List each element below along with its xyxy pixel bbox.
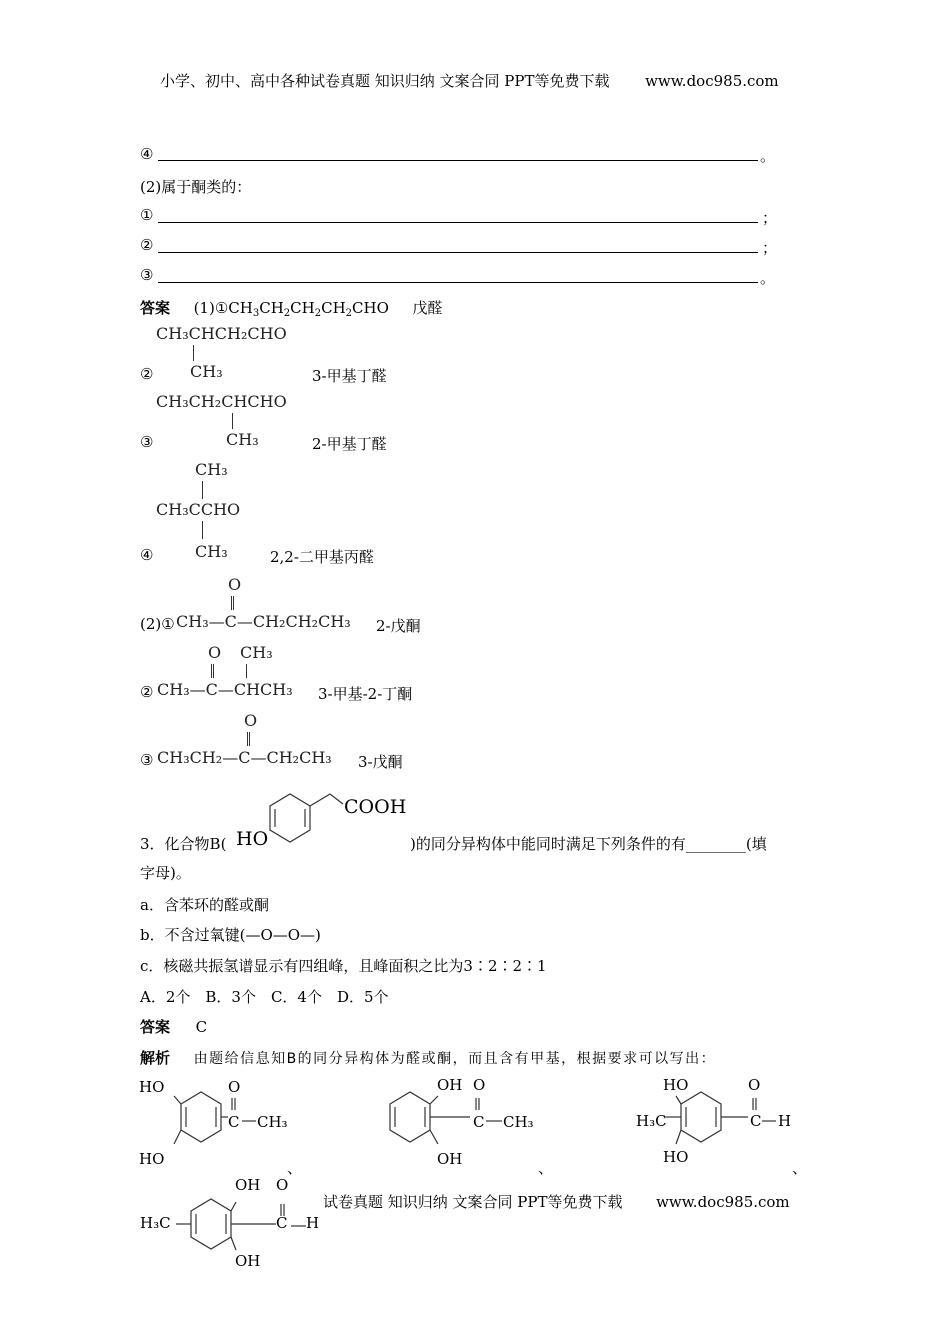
s2-oh-top: OH xyxy=(437,1076,463,1094)
answer1-formula: $(1)①CH_3CH_2CH_2CH_2CHO$ xyxy=(193,299,389,319)
s3-ho-top: HO xyxy=(663,1076,689,1094)
analysis-label: 解析 xyxy=(140,1049,171,1067)
sep-3: 、 xyxy=(792,1159,808,1177)
k2-oxygen: O xyxy=(208,643,222,662)
a4-bond-up xyxy=(202,481,203,499)
q3-suffix2: 字母)。 xyxy=(140,864,191,882)
q3-option-b: b．不含过氧键(—O—O—) xyxy=(140,926,321,944)
k3-oxygen: O xyxy=(244,711,258,730)
s4-r: H xyxy=(306,1214,320,1232)
analysis-text: 由题给信息知B的同分异构体为醛或酮，而且含有甲基，根据要求可以写出： xyxy=(193,1051,717,1067)
a2-name: 3-甲基丁醛 xyxy=(312,367,387,385)
a4-mid: CH₃CCHO xyxy=(156,500,241,519)
answer3-value: C xyxy=(195,1018,208,1036)
blank-line-k3: ③ xyxy=(140,266,154,284)
a2-num: ② xyxy=(140,365,154,383)
side-chain-bond xyxy=(310,794,330,806)
q3-option-c: c．核磁共振氢谱显示有四组峰，且峰面积之比为3∶2∶2∶1 xyxy=(140,957,547,975)
analysis-line xyxy=(140,1047,716,1068)
s2-r: CH₃ xyxy=(503,1113,534,1131)
s1-r: CH₃ xyxy=(257,1113,288,1131)
benzene-ring xyxy=(270,794,310,842)
a4-down: CH₃ xyxy=(195,542,228,561)
k1-num: (2)① xyxy=(140,615,175,633)
ketone-title: (2)属于酮类的： xyxy=(140,178,252,196)
blank-underline-k3 xyxy=(158,282,758,283)
a3-branch: CH₃ xyxy=(226,430,259,449)
a4-num: ④ xyxy=(140,546,154,564)
q3-choices: A．2个 B．3个 C．4个 D．5个 xyxy=(140,988,389,1006)
sep-2: 、 xyxy=(538,1159,554,1177)
compound-b-cooh: COOH xyxy=(344,796,407,818)
blank-end-k1: ； xyxy=(762,209,778,227)
k3-formula: CH₃CH₂—C—CH₂CH₃ xyxy=(157,748,332,767)
k2-double-bond xyxy=(211,664,214,678)
k3-num: ③ xyxy=(140,751,154,769)
side-chain-bond xyxy=(330,794,343,804)
s1-ho-bot: HO xyxy=(139,1150,165,1168)
sep-1: 、 xyxy=(287,1159,303,1177)
k2-formula: CH₃—C—CHCH₃ xyxy=(157,680,293,699)
k1-oxygen: O xyxy=(228,575,242,594)
q3-prefix: 3．化合物B( xyxy=(140,835,227,853)
s1-c: C xyxy=(228,1113,240,1131)
s3-me: H₃C xyxy=(636,1112,667,1130)
k2-bond xyxy=(246,664,247,678)
a2-formula: CH₃CHCH₂CHO xyxy=(156,324,287,343)
q3-suffix: )的同分异构体中能同时满足下列条件的有________(填 xyxy=(410,835,767,853)
s3-c: C xyxy=(750,1112,762,1130)
a4-bond-down xyxy=(202,521,203,539)
blank-line-k2: ② xyxy=(140,236,154,254)
a2-bond xyxy=(193,345,194,361)
answer3-label: 答案 xyxy=(140,1018,171,1036)
answer1-label: 答案 xyxy=(140,299,171,317)
a3-num: ③ xyxy=(140,433,154,451)
blank-end-k2: ； xyxy=(762,239,778,257)
k1-name: 2-戊酮 xyxy=(376,617,421,635)
k2-num: ② xyxy=(140,683,154,701)
blank-end-4: 。 xyxy=(760,147,776,165)
s2-oh-bot: OH xyxy=(437,1150,463,1168)
k1-double-bond xyxy=(231,596,234,610)
answer3-line xyxy=(140,1016,207,1037)
k2-branch: CH₃ xyxy=(240,643,273,662)
s4-c: C xyxy=(276,1214,288,1232)
a4-up: CH₃ xyxy=(195,460,228,479)
a4-name: 2,2-二甲基丙醛 xyxy=(270,548,374,566)
compound-b-ho: HO xyxy=(236,828,269,850)
s4-o: O xyxy=(276,1176,289,1194)
s2-o: O xyxy=(473,1076,486,1094)
answer1-name1: 戊醛 xyxy=(412,299,443,317)
blank-underline-k2 xyxy=(158,252,758,253)
header-url: www.doc985.com xyxy=(645,72,779,90)
page-footer xyxy=(323,1191,790,1212)
blank-underline-k1 xyxy=(158,222,758,223)
blank-line-k1: ① xyxy=(140,206,154,224)
answer1-line1 xyxy=(140,297,442,319)
s4-oh-top: OH xyxy=(235,1176,261,1194)
s1-ho-top: HO xyxy=(139,1078,165,1096)
a3-name: 2-甲基丁醛 xyxy=(312,435,387,453)
s3-ho-bot: HO xyxy=(663,1148,689,1166)
s3-o: O xyxy=(748,1076,761,1094)
blank-line-4: ④ xyxy=(140,145,154,163)
s4-oh-bot: OH xyxy=(235,1252,261,1270)
footer-text: 试卷真题 知识归纳 文案合同 PPT等免费下载 xyxy=(323,1193,623,1211)
k3-name: 3-戊酮 xyxy=(358,753,403,771)
blank-underline-4 xyxy=(158,160,758,161)
s2-c: C xyxy=(473,1113,485,1131)
page-header xyxy=(160,70,779,91)
s4-me: H₃C xyxy=(140,1214,171,1232)
s1-o: O xyxy=(228,1078,241,1096)
s3-r: H xyxy=(778,1112,792,1130)
k3-double-bond xyxy=(247,732,250,746)
footer-url: www.doc985.com xyxy=(656,1193,790,1211)
blank-end-k3: 。 xyxy=(760,269,776,287)
a3-formula: CH₃CH₂CHCHO xyxy=(156,392,287,411)
k1-formula: CH₃—C—CH₂CH₂CH₃ xyxy=(176,612,351,631)
q3-option-a: a．含苯环的醛或酮 xyxy=(140,896,269,914)
a2-branch: CH₃ xyxy=(190,362,223,381)
k2-name: 3-甲基-2-丁酮 xyxy=(318,685,413,703)
a3-bond xyxy=(232,413,233,429)
header-text: 小学、初中、高中各种试卷真题 知识归纳 文案合同 PPT等免费下载 xyxy=(160,72,610,90)
